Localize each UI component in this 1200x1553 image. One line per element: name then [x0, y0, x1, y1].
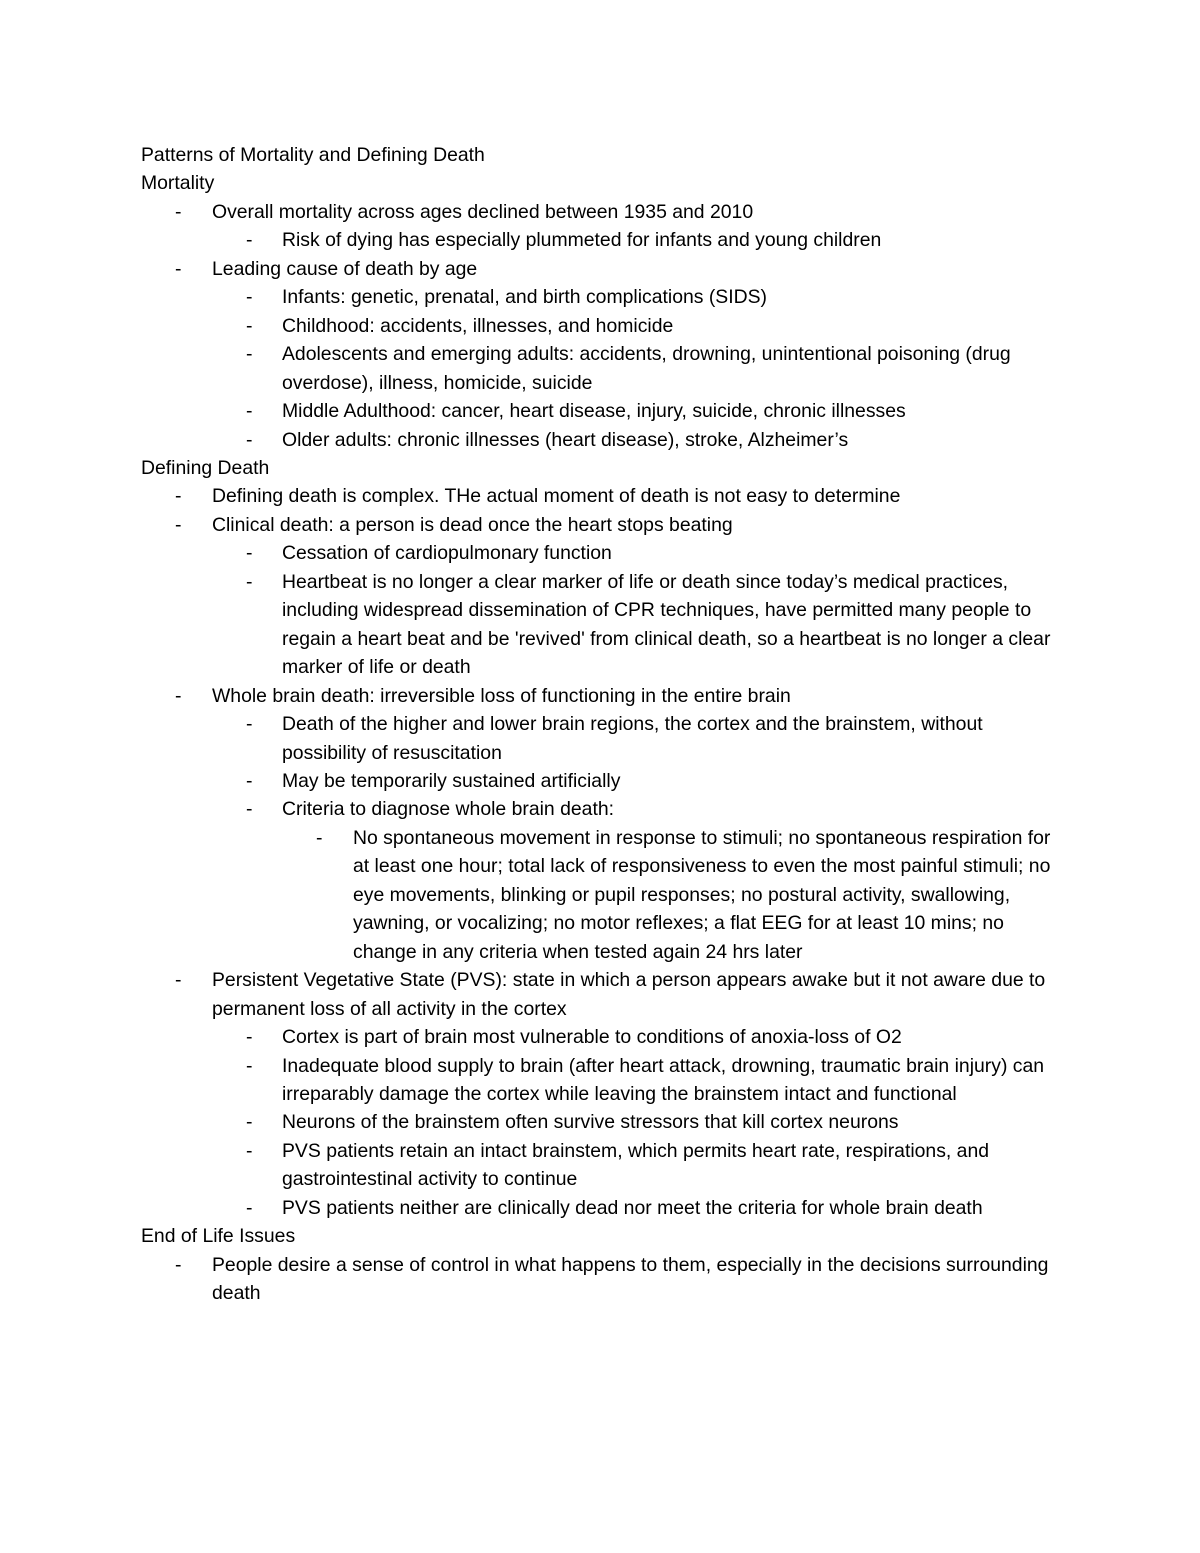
list-item-text: Cessation of cardiopulmonary function	[282, 542, 612, 565]
document-title: Patterns of Mortality and Defining Death	[141, 144, 485, 166]
list-item-text: Persistent Vegetative State (PVS): state in which a person appears awake but it not aware due to permanent loss of all activity in the cortex	[212, 969, 1046, 1020]
bullet-dash: -	[175, 485, 182, 508]
list-item-text: Clinical death: a person is dead once the heart stops beating	[212, 513, 733, 536]
bullet-dash: -	[246, 1139, 253, 1162]
document-body	[141, 141, 1071, 1308]
list-item	[141, 255, 1071, 283]
bullet-dash: -	[175, 1253, 182, 1276]
list-item-text: Leading cause of death by age	[212, 257, 478, 280]
list-item	[141, 767, 1071, 795]
list-item	[141, 226, 1071, 254]
bullet-dash: -	[246, 713, 253, 736]
list-item-text: Risk of dying has especially plummeted for infants and young children	[282, 229, 882, 252]
list-item	[141, 482, 1071, 510]
bullet-dash: -	[175, 684, 182, 707]
list-item	[141, 1052, 1071, 1109]
list-item-text: People desire a sense of control in what happens to them, especially in the decisions surrounding death	[212, 1253, 1049, 1305]
bullet-dash: -	[246, 1054, 253, 1077]
bullet-dash: -	[246, 542, 253, 565]
list-item	[141, 539, 1071, 567]
list-item-text: Inadequate blood supply to brain (after heart attack, drowning, traumatic brain injury) can irreparably damage the cortex while leaving the brainstem intact and functional	[282, 1054, 1045, 1105]
list-item-text: Overall mortality across ages declined between 1935 and 2010	[212, 200, 754, 223]
list-item-text: PVS patients retain an intact brainstem, which permits heart rate, respirations, and gastrointestinal activity to continue	[282, 1139, 990, 1191]
list-item	[141, 710, 1071, 767]
bullet-dash: -	[175, 969, 182, 992]
list-item	[141, 312, 1071, 340]
bullet-dash: -	[246, 229, 253, 252]
list-item	[141, 1023, 1071, 1051]
bullet-dash: -	[246, 428, 253, 451]
list-item-text: Death of the higher and lower brain regions, the cortex and the brainstem, without possibility of resuscitation	[282, 713, 983, 764]
bullet-dash: -	[246, 1196, 253, 1219]
bullet-dash: -	[246, 286, 253, 309]
list-item-text: PVS patients neither are clinically dead nor meet the criteria for whole brain death	[282, 1196, 983, 1219]
bullet-dash: -	[246, 769, 253, 792]
bullet-dash: -	[175, 257, 182, 280]
list-item	[141, 426, 1071, 454]
list-item	[141, 682, 1071, 710]
list-item	[141, 795, 1071, 823]
list-item	[141, 198, 1071, 226]
list-item	[141, 511, 1071, 539]
list-item-text: Heartbeat is no longer a clear marker of life or death since today’s medical practices, including widespread dissemination of CPR techniques, have permitted many people to regain a heart beat and be 'revived' from clinical death, so a heartbeat is no longer a clear marker of life or death	[282, 570, 1051, 679]
list-item	[141, 966, 1071, 1023]
bullet-dash: -	[316, 826, 323, 849]
list-item-text: Adolescents and emerging adults: accidents, drowning, unintentional poisoning (drug overdose), illness, homicide, suicide	[282, 343, 1011, 394]
bullet-dash: -	[175, 513, 182, 536]
section-heading: Mortality	[141, 172, 215, 195]
bullet-dash: -	[246, 1026, 253, 1049]
list-item-text: Childhood: accidents, illnesses, and homicide	[282, 314, 674, 337]
list-item-text: Neurons of the brainstem often survive stressors that kill cortex neurons	[282, 1111, 899, 1134]
bullet-dash: -	[246, 314, 253, 337]
list-item-text: Whole brain death: irreversible loss of functioning in the entire brain	[212, 684, 791, 707]
list-item-text: Criteria to diagnose whole brain death:	[282, 798, 614, 821]
list-item	[141, 1108, 1071, 1136]
section-heading: Defining Death	[141, 456, 270, 479]
list-item	[141, 1251, 1071, 1308]
list-item-text: Older adults: chronic illnesses (heart disease), stroke, Alzheimer’s	[282, 428, 849, 451]
list-item-text: Middle Adulthood: cancer, heart disease, injury, suicide, chronic illnesses	[282, 400, 906, 423]
bullet-dash: -	[175, 200, 182, 223]
bullet-dash: -	[246, 400, 253, 423]
list-item	[141, 1194, 1071, 1222]
section-heading: End of Life Issues	[141, 1225, 296, 1248]
bullet-dash: -	[246, 798, 253, 821]
bullet-dash: -	[246, 343, 253, 366]
list-item-text: May be temporarily sustained artificially	[282, 769, 621, 792]
list-item	[141, 824, 1071, 966]
list-item	[141, 568, 1071, 682]
list-item	[141, 340, 1071, 397]
bullet-dash: -	[246, 1111, 253, 1134]
list-item-text: Cortex is part of brain most vulnerable to conditions of anoxia-loss of O2	[282, 1026, 902, 1049]
bullet-dash: -	[246, 570, 253, 593]
list-item	[141, 283, 1071, 311]
list-item-text: No spontaneous movement in response to stimuli; no spontaneous respiration for at least one hour; total lack of responsiveness to even the most painful stimuli; no eye movements, blinking or pupil responses; no postural activity, swallowing, yawning, or vocalizing; no motor reflexes; a flat EEG for at least 10 mins; no change in any criteria when tested again 24 hrs later	[353, 826, 1051, 963]
list-item-text: Defining death is complex. THe actual moment of death is not easy to determine	[212, 485, 901, 508]
list-item-text: Infants: genetic, prenatal, and birth complications (SIDS)	[282, 286, 768, 309]
list-item	[141, 397, 1071, 425]
list-item	[141, 1137, 1071, 1194]
